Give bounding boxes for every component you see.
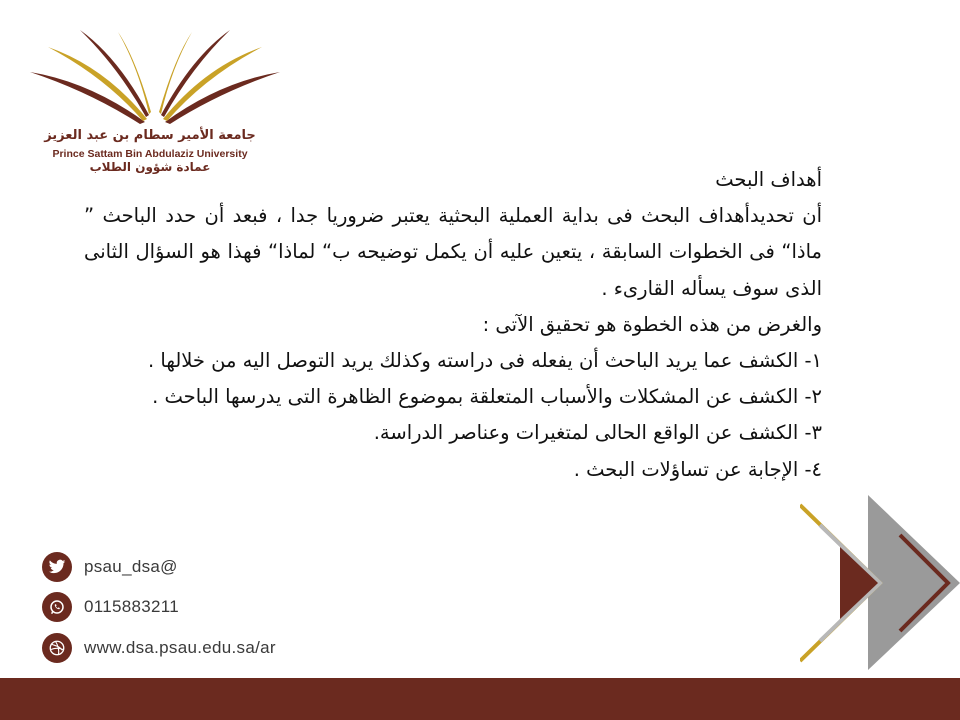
list-item: ٤- الإجابة عن تساؤلات البحث . xyxy=(573,457,822,481)
body-paragraph: أن تحديدأهداف البحث فى بداية العملية البحثية يعتبر ضروريا جدا ، فبعد أن حدد الباحث ” ماذا“ فى الخطوات السابقة ، يتعين عليه أن يكمل توضيحه ب“ لماذا“ فهذا هو السؤال الثانى الذى سوف يسأله القارىء . xyxy=(84,204,822,300)
globe-icon xyxy=(42,633,72,663)
twitter-icon xyxy=(42,552,72,582)
whatsapp-contact[interactable] xyxy=(42,591,179,623)
website-contact[interactable] xyxy=(42,632,276,664)
slide-title: أهداف البحث xyxy=(715,168,822,191)
list-item: ٢- الكشف عن المشكلات والأسباب المتعلقة بموضوع الظاهرة التى يدرسها الباحث . xyxy=(152,385,822,409)
whatsapp-icon xyxy=(42,592,72,622)
list-item: ١- الكشف عما يريد الباحث أن يفعله فى دراسته وكذلك يريد التوصل اليه من خلالها . xyxy=(148,349,822,373)
twitter-contact[interactable] xyxy=(42,551,178,583)
twitter-handle: psau_dsa@ xyxy=(84,557,178,576)
department-name-arabic: عمادة شؤون الطلاب xyxy=(89,160,211,174)
footer-bar xyxy=(0,678,960,720)
book-emblem-icon xyxy=(20,22,290,132)
list-item: ٣- الكشف عن الواقع الحالى لمتغيرات وعناصر الدراسة. xyxy=(373,421,822,445)
intro-line: والغرض من هذه الخطوة هو تحقيق الآتى : xyxy=(482,312,822,336)
university-name-arabic: جامعة الأمير سطام بن عبد العزيز xyxy=(44,128,256,143)
slide-content xyxy=(84,162,822,488)
website-url: www.dsa.psau.edu.sa/ar xyxy=(84,638,276,657)
decorative-arrows xyxy=(800,495,960,670)
university-name-english: Prince Sattam Bin Abdulaziz University xyxy=(52,148,248,160)
phone-number: 0115883211 xyxy=(84,597,180,616)
